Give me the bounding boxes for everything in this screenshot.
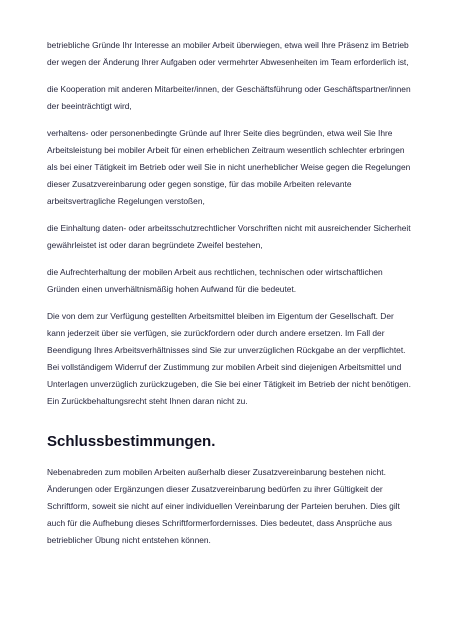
- document-body: [47, 37, 412, 559]
- paragraph-kooperation: die Kooperation mit anderen Mitarbeiter/innen, der Geschäftsführung oder Geschäftspartner/innen der beeinträchtigt wird,: [47, 84, 411, 111]
- paragraph-betriebliche-gruende: betriebliche Gründe Ihr Interesse an mobiler Arbeit überwiegen, etwa weil Ihre Präsenz im Betrieb der wegen der Änderung Ihrer Aufgaben oder vermehrter Abwesenheiten im Team erforderlich ist,: [47, 40, 409, 67]
- paragraph-nebenabreden: Nebenabreden zum mobilen Arbeiten außerhalb dieser Zusatzvereinbarung bestehen nicht. Änderungen oder Ergänzungen dieser Zusatzvereinbarung bedürfen zu ihrer Gültigkeit der Schriftform, soweit sie nicht auf einer individuellen Vereinbarung der Parteien beruhen. Dies gilt auch für die Aufhebung dieses Schriftformerfordernisses. Dies bedeutet, dass Ansprüche aus betrieblicher Übung nicht entstehen können.: [47, 467, 400, 545]
- section-heading-schlussbestimmungen: Schlussbestimmungen.: [47, 433, 216, 450]
- paragraph-aufwand: die Aufrechterhaltung der mobilen Arbeit aus rechtlichen, technischen oder wirtschaftlichen Gründen einen unverhältnismäßig hohen Aufwand für die bedeutet.: [47, 267, 383, 294]
- paragraph-arbeitsmittel: Die von dem zur Verfügung gestellten Arbeitsmittel bleiben im Eigentum der Gesellschaft. Der kann jederzeit über sie verfügen, sie zurückfordern oder durch andere ersetzen. Im Fall der Beendigung Ihres Arbeitsverhältnisses sind Sie zur unverzüglichen Rückgabe an der verpflichtet. Bei vollständigem Widerruf der Zustimmung zur mobilen Arbeit sind diejenigen Arbeitsmittel und Unterlagen unverzüglich zurückzugeben, die Sie bei einer Tätigkeit im Betrieb der nicht benötigen. Ein Zurückbehaltungsrecht steht Ihnen daran nicht zu.: [47, 311, 411, 406]
- paragraph-datenschutz: die Einhaltung daten- oder arbeitsschutzrechtlicher Vorschriften nicht mit ausreichender Sicherheit gewährleistet ist oder daran begründete Zweifel bestehen,: [47, 223, 411, 250]
- paragraph-verhaltensbedingte-gruende: verhaltens- oder personenbedingte Gründe auf Ihrer Seite dies begründen, etwa weil Sie Ihre Arbeitsleistung bei mobiler Arbeit für einen erheblichen Zeitraum wesentlich schlechter erbringen als bei einer Tätigkeit im Betrieb oder weil Sie in nicht unerheblicher Weise gegen die Regelungen dieser Zusatzvereinbarung oder gegen sonstige, für das mobile Arbeiten relevante arbeitsvertragliche Regelungen verstoßen,: [47, 128, 411, 206]
